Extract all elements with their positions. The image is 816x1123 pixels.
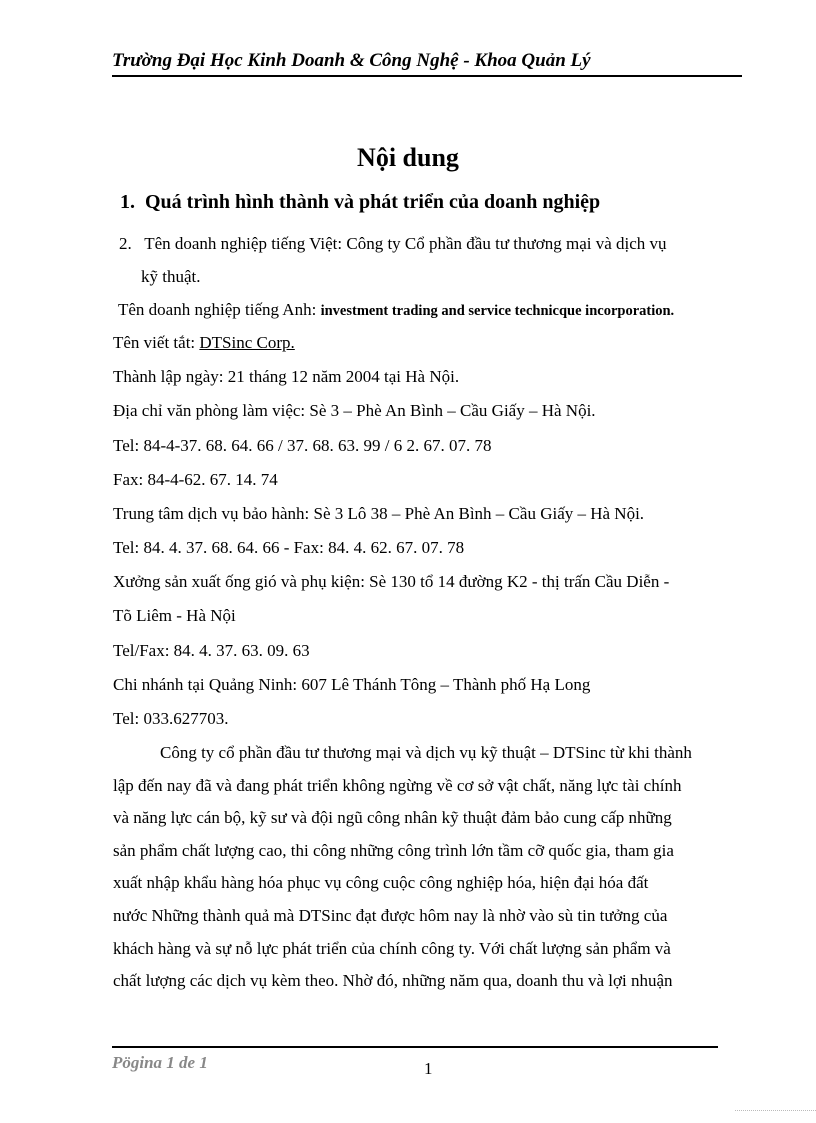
item-2-number: 2. [119,234,132,253]
item-2-value: Công ty Cổ phần đầu tư thương mại và dịch vụ [346,234,667,253]
footer-divider [112,1046,718,1048]
footer-page-label: Pögina 1 de 1 [112,1053,208,1072]
company-paragraph [113,737,741,998]
paragraph-line: nước Những thành quả mà DTSinc đạt được hôm nay là nhờ vào sù tin tưởng của [113,905,668,925]
service-center-line: Trung tâm dịch vụ bảo hành: Sè 3 Lô 38 – Phè An Bình – Cầu Giấy – Hà Nội. [113,504,645,523]
paragraph-line: khách hàng và sự nỗ lực phát triển của chính công ty. Với chất lượng sản phẩm và [113,938,671,958]
page-number: 1 [424,1059,433,1078]
page-header: Trường Đại Học Kinh Doanh & Công Nghệ - Khoa Quản Lý [112,50,591,71]
tel-line-4: Tel: 033.627703. [113,709,229,728]
paragraph-line: xuất nhập khẩu hàng hóa phục vụ công cuộc công nghiệp hóa, hiện đại hóa đất [113,873,649,893]
founded-line: Thành lập ngày: 21 tháng 12 năm 2004 tại Hà Nội. [113,367,460,386]
abbrev-value: DTSinc Corp. [199,333,295,352]
workshop-line-2: Tõ Liêm - Hà Nội [113,606,236,625]
paragraph-line: và năng lực cán bộ, kỹ sư và đội ngũ công nhân kỹ thuật đảm bảo cung cấp những [113,808,672,828]
paragraph-line: Công ty cổ phần đầu tư thương mại và dịch vụ kỹ thuật – DTSinc từ khi thành [160,743,692,762]
paragraph-line: chất lượng các dịch vụ kèm theo. Nhờ đó, những năm qua, doanh thu và lợi nhuận [113,971,673,991]
page-title: Nội dung [357,143,459,172]
header-divider [112,75,742,77]
tel-fax-line-3: Tel/Fax: 84. 4. 37. 63. 09. 63 [113,641,310,660]
page-corner-mark [735,1110,816,1111]
office-address-line: Địa chỉ văn phòng làm việc: Sè 3 – Phè An Bình – Cầu Giấy – Hà Nội. [113,401,596,420]
paragraph-line: sản phẩm chất lượng cao, thi công những công trình lớn tầm cỡ quốc gia, tham gia [113,840,674,860]
branch-line: Chi nhánh tại Quảng Ninh: 607 Lê Thánh Tông – Thành phố Hạ Long [113,675,591,694]
item-2-label: Tên doanh nghiệp tiếng Việt: [144,234,343,253]
workshop-line-1: Xưởng sản xuất ống gió và phụ kiện: Sè 130 tổ 14 đường K2 - thị trấn Cầu Diễn - [113,572,670,591]
abbrev-line [113,332,295,354]
english-name-line [118,299,674,322]
fax-line-1: Fax: 84-4-62. 67. 14. 74 [113,470,278,489]
tel-line-1: Tel: 84-4-37. 68. 64. 66 / 37. 68. 63. 99 / 6 2. 67. 07. 78 [113,436,492,455]
paragraph-line: lập đến nay đã và đang phát triển không ngừng về cơ sở vật chất, năng lực tài chính [113,775,682,795]
section-number: 1. [120,191,135,213]
item-2-line [119,233,667,255]
tel-fax-line-2: Tel: 84. 4. 37. 68. 64. 66 - Fax: 84. 4. 62. 67. 07. 78 [113,538,465,557]
section-heading-1 [120,191,600,214]
section-text: Quá trình hình thành và phát triển của doanh nghiệp [145,191,601,213]
english-name-label: Tên doanh nghiệp tiếng Anh: [118,300,317,319]
abbrev-label: Tên viết tắt: [113,333,196,352]
item-2-continuation: kỹ thuật. [141,267,201,286]
english-name-value: investment trading and service technicque incorporation. [320,303,675,319]
